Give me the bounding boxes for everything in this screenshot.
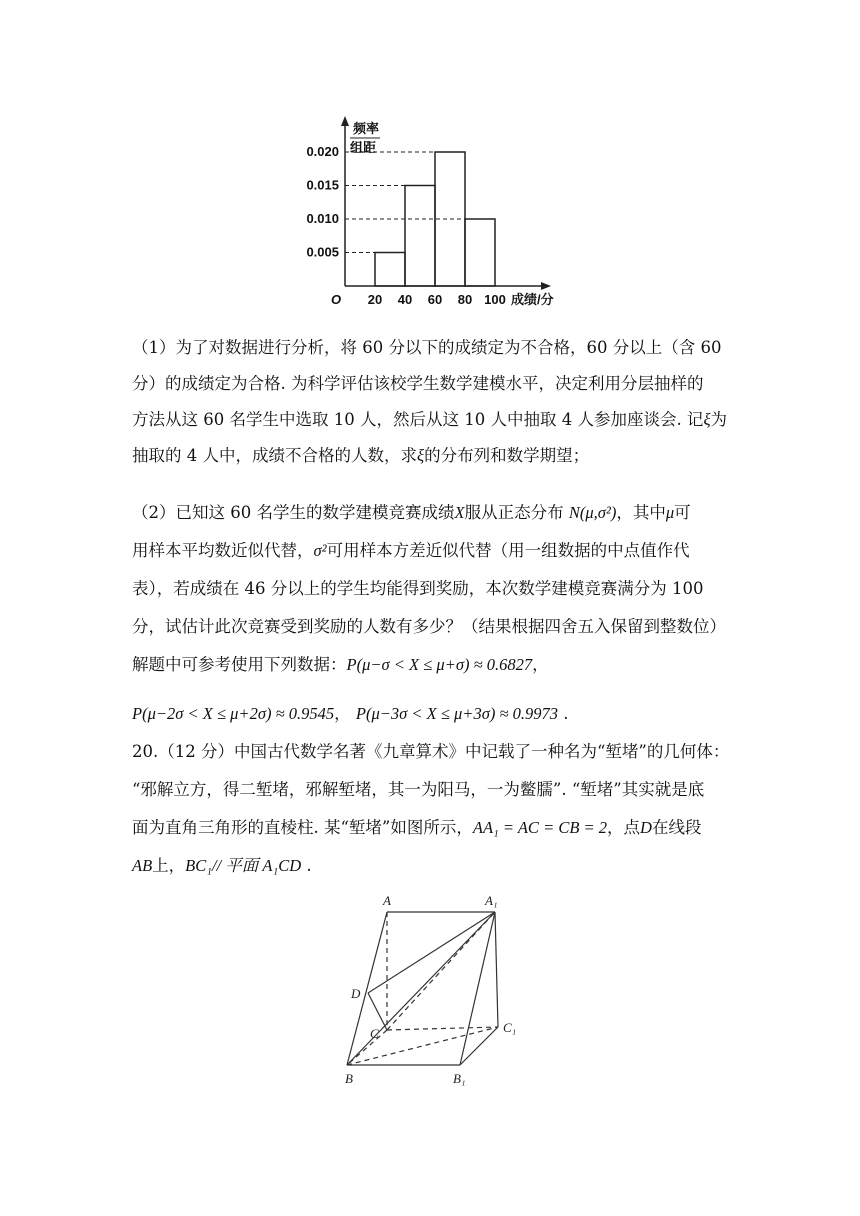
X-symbol: X xyxy=(454,503,465,522)
part1-line2: 分）的成绩定为合格. 为科学评估该校学生数学建模水平，决定利用分层抽样的 xyxy=(132,374,704,393)
y-label-denominator: 组距 xyxy=(350,140,377,155)
x-axis-label: 成绩/分 xyxy=(511,292,554,307)
edge-DC xyxy=(368,993,387,1030)
x-tick-label-0: 20 xyxy=(367,292,383,307)
part1-line4: 抽取的 4 人中，成绩不合格的人数，求ξ的分布列和数学期望； xyxy=(132,446,590,465)
q20-parallel-condition: BC₁// 平面 A₁CD xyxy=(185,856,302,875)
prob-2sigma: P(μ−2σ < X ≤ μ+2σ) ≈ 0.9545 xyxy=(132,704,335,723)
part2-line1: （2）已知这 60 名学生的数学建模竞赛成绩X服从正态分布 N(μ,σ²)，其中μ可 xyxy=(132,503,691,522)
q20-equation: AA₁ = AC = CB = 2 xyxy=(472,818,608,837)
part2-line3: 表），若成绩在 46 分以上的学生均能得到奖励，本次数学建模竞赛满分为 100 xyxy=(132,579,704,598)
histogram-bar-3 xyxy=(465,219,495,286)
edge-CC1 xyxy=(387,1027,498,1030)
y-tick-label-1: 0.010 xyxy=(306,211,339,226)
label-A1: A₁ xyxy=(485,893,498,908)
part2-line6: P(μ−2σ < X ≤ μ+2σ) ≈ 0.9545， P(μ−3σ < X ≤ μ+3σ) ≈ 0.9973 . xyxy=(132,704,569,723)
label-A: A xyxy=(383,893,391,908)
part2-line5: 解题中可参考使用下列数据：P(μ−σ < X ≤ μ+σ) ≈ 0.6827， xyxy=(132,655,549,674)
q20-line4: AB上，BC₁// 平面 A₁CD . xyxy=(132,856,312,875)
edge-A1B1 xyxy=(460,912,495,1065)
y-axis-arrow xyxy=(341,116,349,126)
edge-A1C1 xyxy=(495,912,498,1027)
prism-figure xyxy=(325,890,535,1090)
histogram-bar-0 xyxy=(375,253,405,287)
part1-line3: 方法从这 60 名学生中选取 10 人，然后从这 10 人中抽取 4 人参加座谈会. 记ξ为 xyxy=(132,410,728,429)
part2-text xyxy=(132,494,742,684)
part2-line4: 分，试估计此次竞赛受到奖励的人数有多少？（结果根据四舍五入保留到整数位） xyxy=(132,617,726,636)
x-tick-label-2: 60 xyxy=(427,292,443,307)
y-tick-label-3: 0.020 xyxy=(306,144,339,159)
part1-line1: （1）为了对数据进行分析，将 60 分以下的成绩定为不合格，60 分以上（含 60 xyxy=(132,338,722,357)
x-tick-label-4: 100 xyxy=(484,292,506,307)
question-20 xyxy=(132,733,742,885)
label-C1: C₁ xyxy=(503,1020,517,1035)
sigma-squared: σ² xyxy=(313,541,327,560)
q20-line1: 20.（12 分）中国古代数学名著《九章算术》中记载了一种名为“堑堵”的几何体： xyxy=(132,742,730,761)
label-C: C xyxy=(370,1026,379,1041)
part1-text xyxy=(132,330,742,474)
x-tick-label-3: 80 xyxy=(457,292,473,307)
prob-3sigma: P(μ−3σ < X ≤ μ+3σ) ≈ 0.9973 xyxy=(355,704,558,723)
y-tick-label-0: 0.005 xyxy=(306,244,339,260)
x-axis-arrow xyxy=(541,282,551,290)
xi-symbol: ξ xyxy=(703,410,711,429)
label-D: D xyxy=(351,986,361,1001)
prob-1sigma: P(μ−σ < X ≤ μ+σ) ≈ 0.6827 xyxy=(346,655,533,674)
y-tick-label-2: 0.015 xyxy=(306,177,339,193)
frequency-histogram xyxy=(290,112,600,312)
label-B1: B₁ xyxy=(453,1071,466,1086)
q20-line2: “邪解立方，得二堑堵，邪解堑堵，其一为阳马，一为鳖臑”. “堑堵”其实就是底 xyxy=(132,780,705,799)
y-label-numerator: 频率 xyxy=(353,121,380,136)
label-B: B xyxy=(345,1071,353,1086)
origin-label: O xyxy=(331,292,342,307)
part2-line2: 用样本平均数近似代替，σ²可用样本方差近似代替（用一组数据的中点值作代 xyxy=(132,541,690,560)
histogram-bar-1 xyxy=(405,186,435,287)
edge-B1C1 xyxy=(460,1027,498,1065)
edge-A1B xyxy=(347,912,495,1065)
normal-distribution: N(μ,σ²) xyxy=(568,503,617,522)
x-tick-label-1: 40 xyxy=(397,292,413,307)
q20-line3: 面为直角三角形的直棱柱. 某“堑堵”如图所示，AA₁ = AC = CB = 2，点D在线段 xyxy=(132,818,702,837)
